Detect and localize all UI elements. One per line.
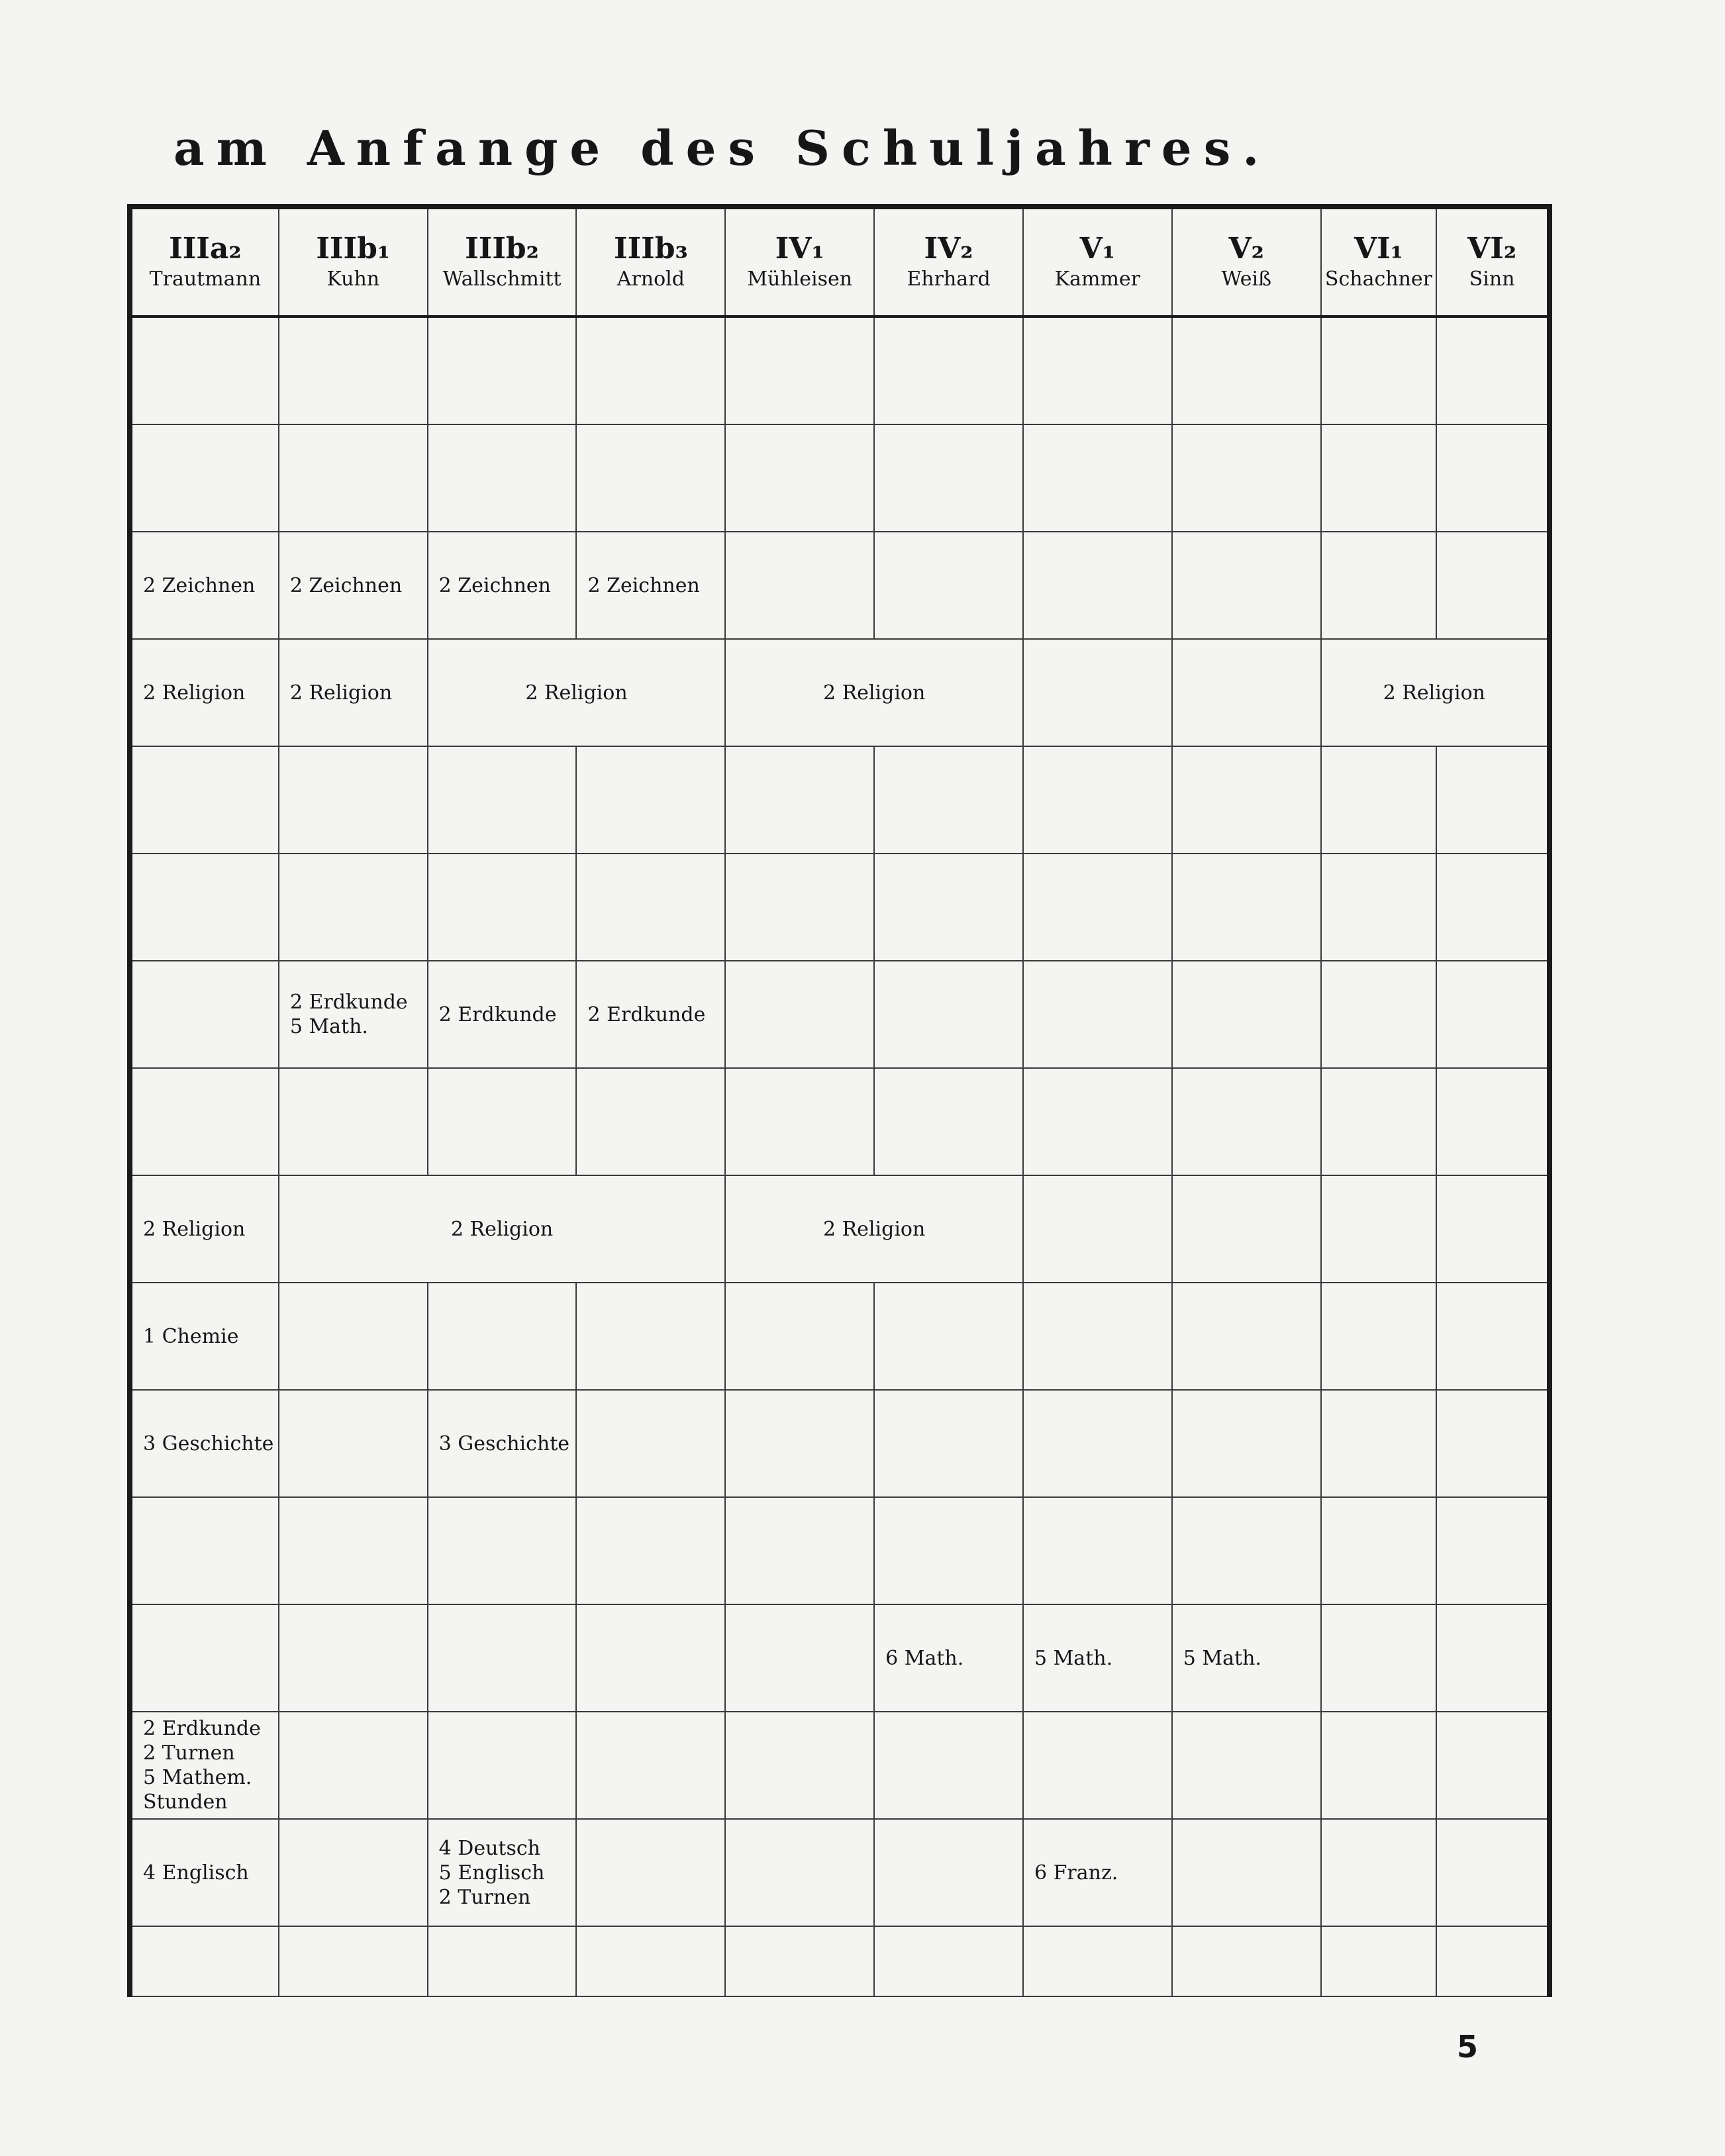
table-cell — [428, 317, 577, 424]
class-name: V₁ — [1079, 232, 1116, 266]
page-number: 5 — [1457, 2029, 1479, 2065]
table-cell — [130, 1819, 279, 1926]
table-cell — [279, 1604, 428, 1712]
schedule-table — [127, 204, 1552, 1997]
table-cell — [1172, 1175, 1321, 1283]
table-cell — [130, 639, 279, 746]
table-cell — [1172, 639, 1321, 746]
table-cell — [1321, 854, 1437, 961]
teacher-name: Mühleisen — [747, 268, 853, 291]
table-row — [130, 1604, 1550, 1712]
table-cell — [725, 1712, 874, 1819]
table-cell — [874, 1712, 1023, 1819]
table-cell — [725, 1497, 874, 1604]
table-cell — [1172, 1712, 1321, 1819]
column-header — [1172, 207, 1321, 317]
lesson-entry: 3 Geschichte — [438, 1432, 570, 1455]
table-cell — [1321, 1390, 1437, 1497]
column-header — [130, 207, 279, 317]
table-cell — [130, 1068, 279, 1175]
table-cell — [130, 854, 279, 961]
table-cell — [428, 1390, 577, 1497]
table-cell — [279, 854, 428, 961]
lesson-entry: 1 Chemie — [143, 1324, 239, 1348]
table-cell — [1321, 532, 1437, 639]
table-cell — [279, 317, 428, 424]
table-cell — [576, 961, 725, 1068]
table-cell — [1436, 1604, 1550, 1712]
table-cell — [279, 1819, 428, 1926]
table-cell — [725, 532, 874, 639]
lesson-entry: 5 Englisch — [438, 1861, 545, 1885]
table-cell — [1321, 1497, 1437, 1604]
table-cell — [1172, 1604, 1321, 1712]
table-cell — [874, 1068, 1023, 1175]
table-cell — [1172, 1497, 1321, 1604]
table-cell — [130, 532, 279, 639]
table-cell — [725, 1390, 874, 1497]
table-cell — [1321, 1604, 1437, 1712]
lesson-entry: 4 Englisch — [143, 1861, 249, 1885]
class-name: V₂ — [1228, 232, 1264, 266]
table-cell — [874, 961, 1023, 1068]
table-cell — [1172, 1926, 1321, 1996]
table-cell — [1436, 1068, 1550, 1175]
table-cell — [279, 1926, 428, 1996]
page-title: am Anfange des Schuljahres. — [173, 120, 1271, 176]
table-cell — [1436, 1712, 1550, 1819]
lesson-entry: 2 Religion — [1383, 681, 1485, 705]
lesson-entry: 2 Religion — [450, 1217, 554, 1241]
table-cell — [1023, 854, 1172, 961]
teacher-name: Kammer — [1054, 268, 1141, 291]
table-cell — [576, 1712, 725, 1819]
table-row — [130, 317, 1550, 424]
table-cell — [725, 854, 874, 961]
table-row — [130, 424, 1550, 532]
table-cell — [725, 1819, 874, 1926]
table-row — [130, 1926, 1550, 1996]
table-cell — [1172, 1819, 1321, 1926]
table-cell — [576, 1926, 725, 1996]
table-cell — [576, 317, 725, 424]
table-cell — [725, 1926, 874, 1996]
table-cell — [1321, 746, 1437, 854]
lesson-entry: 2 Zeichnen — [143, 573, 256, 597]
table-cell — [130, 1283, 279, 1390]
table-cell — [130, 1712, 279, 1819]
table-cell — [725, 639, 1023, 746]
table-row — [130, 1497, 1550, 1604]
lesson-entry: 2 Religion — [822, 1217, 926, 1241]
table-cell — [1436, 1819, 1550, 1926]
table-cell — [1321, 1819, 1437, 1926]
table-cell — [1321, 639, 1550, 746]
table-cell — [725, 1175, 1023, 1283]
table-cell — [1321, 1283, 1437, 1390]
table-cell — [1436, 1283, 1550, 1390]
table-cell — [1172, 961, 1321, 1068]
table-cell — [279, 746, 428, 854]
table-cell — [874, 1819, 1023, 1926]
table-cell — [428, 961, 577, 1068]
table-cell — [1172, 854, 1321, 961]
column-header — [725, 207, 874, 317]
lesson-entry: 6 Franz. — [1034, 1861, 1118, 1885]
table-row — [130, 639, 1550, 746]
class-name: IV₂ — [924, 232, 973, 266]
teacher-name: Sinn — [1469, 268, 1515, 291]
table-row — [130, 1390, 1550, 1497]
lesson-entry: 2 Religion — [143, 1217, 246, 1241]
table-cell — [1023, 639, 1172, 746]
table-cell — [725, 746, 874, 854]
table-cell — [1023, 1712, 1172, 1819]
teacher-name: Trautmann — [149, 268, 262, 291]
table-row — [130, 961, 1550, 1068]
table-cell — [874, 1497, 1023, 1604]
teacher-name: Kuhn — [326, 268, 380, 291]
table-cell — [1436, 746, 1550, 854]
table-cell — [725, 317, 874, 424]
table-cell — [1321, 424, 1437, 532]
table-cell — [428, 1068, 577, 1175]
table-cell — [1023, 961, 1172, 1068]
table-cell — [874, 532, 1023, 639]
table-cell — [1023, 1390, 1172, 1497]
table-cell — [576, 1604, 725, 1712]
table-cell — [1023, 317, 1172, 424]
table-cell — [874, 317, 1023, 424]
table-cell — [1321, 1068, 1437, 1175]
table-cell — [428, 1283, 577, 1390]
lesson-entry: 2 Turnen — [438, 1885, 531, 1909]
lesson-entry: 2 Zeichnen — [289, 573, 403, 597]
table-cell — [428, 639, 726, 746]
table-row — [130, 1712, 1550, 1819]
table-cell — [576, 1819, 725, 1926]
lesson-entry: 2 Zeichnen — [587, 573, 700, 597]
table-cell — [1023, 746, 1172, 854]
table-cell — [130, 1390, 279, 1497]
teacher-name: Weiß — [1221, 268, 1272, 291]
table-cell — [279, 1497, 428, 1604]
table-row — [130, 1175, 1550, 1283]
table-cell — [1321, 1926, 1437, 1996]
lesson-entry: 5 Mathem. — [143, 1766, 252, 1789]
table-row — [130, 1819, 1550, 1926]
table-cell — [1321, 961, 1437, 1068]
table-cell — [279, 1390, 428, 1497]
table-cell — [874, 424, 1023, 532]
class-name: IIIb₂ — [465, 232, 539, 266]
table-cell — [428, 1604, 577, 1712]
table-cell — [279, 424, 428, 532]
table-cell — [130, 424, 279, 532]
lesson-entry: 2 Religion — [525, 681, 628, 705]
table-row — [130, 746, 1550, 854]
table-cell — [130, 1175, 279, 1283]
table-cell — [428, 532, 577, 639]
class-name: IIIa₂ — [169, 232, 242, 266]
table-cell — [428, 854, 577, 961]
teacher-name: Ehrhard — [907, 268, 991, 291]
lesson-entry: 4 Deutsch — [438, 1836, 540, 1860]
table-cell — [725, 424, 874, 532]
table-cell — [279, 961, 428, 1068]
lesson-entry: Stunden — [143, 1790, 228, 1814]
table-cell — [1436, 532, 1550, 639]
lesson-entry: 6 Math. — [885, 1646, 964, 1670]
column-header — [1436, 207, 1550, 317]
table-cell — [576, 854, 725, 961]
lesson-entry: 5 Math. — [289, 1015, 368, 1038]
class-name: IIIb₁ — [316, 232, 391, 266]
table-cell — [279, 532, 428, 639]
table-cell — [725, 1068, 874, 1175]
table-cell — [725, 1604, 874, 1712]
lesson-entry: 5 Math. — [1183, 1646, 1261, 1670]
table-cell — [428, 1926, 577, 1996]
table-cell — [1023, 1926, 1172, 1996]
lesson-entry: 2 Turnen — [143, 1741, 235, 1765]
table-cell — [1321, 1712, 1437, 1819]
table-cell — [874, 1604, 1023, 1712]
table-cell — [279, 1175, 725, 1283]
table-row — [130, 1283, 1550, 1390]
table-cell — [1172, 317, 1321, 424]
table-row — [130, 532, 1550, 639]
table-cell — [130, 1926, 279, 1996]
table-cell — [279, 1283, 428, 1390]
table-body — [130, 317, 1550, 1996]
table-cell — [1023, 532, 1172, 639]
table-cell — [279, 639, 428, 746]
table-cell — [576, 532, 725, 639]
table-cell — [874, 854, 1023, 961]
lesson-entry: 2 Religion — [822, 681, 926, 705]
table-cell — [1023, 1283, 1172, 1390]
lesson-entry: 3 Geschichte — [143, 1432, 274, 1455]
table-cell — [874, 1926, 1023, 1996]
table-cell — [1023, 1604, 1172, 1712]
lesson-entry: 2 Erdkunde — [438, 1003, 557, 1026]
table-cell — [725, 961, 874, 1068]
header-row — [130, 207, 1550, 317]
table-cell — [1023, 1175, 1172, 1283]
lesson-entry: 2 Religion — [143, 681, 246, 705]
table-cell — [1172, 746, 1321, 854]
teacher-name: Wallschmitt — [442, 268, 562, 291]
table-cell — [428, 424, 577, 532]
class-name: IIIb₃ — [614, 232, 688, 266]
table-cell — [279, 1068, 428, 1175]
table-cell — [1436, 424, 1550, 532]
table-cell — [1172, 424, 1321, 532]
table-cell — [576, 746, 725, 854]
table-cell — [130, 317, 279, 424]
column-header — [874, 207, 1023, 317]
table-cell — [1172, 532, 1321, 639]
table-cell — [576, 1497, 725, 1604]
column-header — [279, 207, 428, 317]
table-cell — [428, 1819, 577, 1926]
table-row — [130, 854, 1550, 961]
table-cell — [1023, 424, 1172, 532]
table-cell — [874, 1283, 1023, 1390]
table-cell — [1023, 1497, 1172, 1604]
table-cell — [1436, 854, 1550, 961]
table-cell — [1023, 1068, 1172, 1175]
table-cell — [279, 1712, 428, 1819]
table-cell — [130, 961, 279, 1068]
lesson-entry: 2 Religion — [289, 681, 393, 705]
column-header — [576, 207, 725, 317]
lesson-entry: 2 Erdkunde — [143, 1717, 261, 1740]
table-cell — [1321, 1175, 1437, 1283]
table-cell — [1436, 1497, 1550, 1604]
table-cell — [1436, 961, 1550, 1068]
table-cell — [874, 1390, 1023, 1497]
table-cell — [1023, 1819, 1172, 1926]
table-cell — [725, 1283, 874, 1390]
column-header — [1023, 207, 1172, 317]
lesson-entry: 2 Erdkunde — [289, 991, 408, 1014]
table-row — [130, 1068, 1550, 1175]
table-cell — [1172, 1390, 1321, 1497]
table-cell — [428, 746, 577, 854]
table-cell — [576, 1068, 725, 1175]
table-cell — [130, 746, 279, 854]
table-cell — [1172, 1068, 1321, 1175]
class-name: VI₂ — [1467, 232, 1517, 266]
table-cell — [874, 746, 1023, 854]
table-cell — [428, 1712, 577, 1819]
lesson-entry: 2 Erdkunde — [587, 1003, 706, 1026]
table-cell — [428, 1497, 577, 1604]
table-cell — [1436, 1926, 1550, 1996]
table-cell — [1172, 1283, 1321, 1390]
column-header — [428, 207, 577, 317]
teacher-name: Schachner — [1324, 268, 1432, 291]
table-cell — [1436, 1390, 1550, 1497]
table-cell — [1436, 317, 1550, 424]
lesson-entry: 2 Zeichnen — [438, 573, 551, 597]
class-name: IV₁ — [775, 232, 824, 266]
lesson-entry: 5 Math. — [1034, 1646, 1113, 1670]
table-cell — [576, 1283, 725, 1390]
table-cell — [1436, 1175, 1550, 1283]
table-cell — [576, 424, 725, 532]
table-cell — [130, 1497, 279, 1604]
table-cell — [130, 1604, 279, 1712]
teacher-name: Arnold — [616, 268, 685, 291]
table-cell — [576, 1390, 725, 1497]
class-name: VI₁ — [1354, 232, 1403, 266]
table-cell — [1321, 317, 1437, 424]
column-header — [1321, 207, 1437, 317]
